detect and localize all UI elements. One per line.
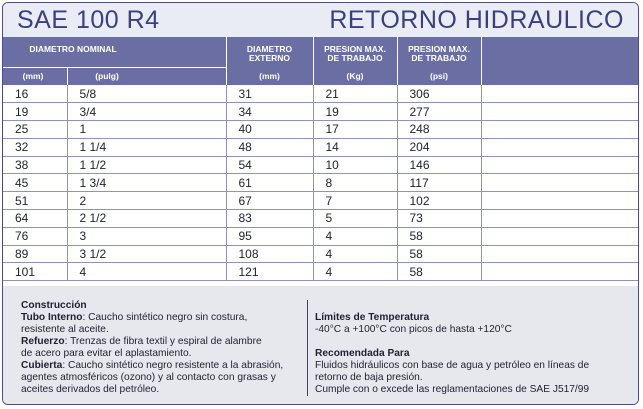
cell-pulg: 1 1/4 bbox=[67, 138, 226, 156]
cell-presion-psi: 58 bbox=[397, 263, 481, 281]
cell-presion-kg: 4 bbox=[313, 263, 397, 281]
header-mm: (mm) bbox=[22, 71, 44, 81]
limites-heading: Límites de Temperatura bbox=[315, 312, 430, 323]
cell-diametro-externo: 34 bbox=[226, 103, 313, 121]
construccion-heading: Construcción bbox=[21, 300, 87, 311]
refuerzo-text2: de acero para evitar el aplastamiento. bbox=[21, 348, 192, 359]
title-bar bbox=[3, 3, 638, 37]
cell-mm: 101 bbox=[3, 263, 67, 281]
spec-table bbox=[3, 85, 638, 281]
cell-mm: 76 bbox=[3, 227, 67, 245]
info-divider bbox=[307, 300, 308, 396]
cell-pulg: 3 bbox=[67, 227, 226, 245]
cell-pulg: 1 1/2 bbox=[67, 156, 226, 174]
cell-presion-psi: 102 bbox=[397, 192, 481, 210]
limites-section bbox=[315, 312, 625, 336]
cell-diametro-externo: 54 bbox=[226, 156, 313, 174]
cell-blank bbox=[481, 227, 638, 245]
cell-pulg: 2 bbox=[67, 192, 226, 210]
cell-blank bbox=[481, 138, 638, 156]
header-sub-divider bbox=[3, 67, 226, 68]
cell-blank bbox=[481, 121, 638, 139]
cell-blank bbox=[481, 245, 638, 263]
table-header bbox=[3, 37, 638, 85]
header-de-line1: DIAMETRO bbox=[246, 44, 293, 54]
cell-presion-psi: 306 bbox=[397, 85, 481, 103]
cell-presion-kg: 10 bbox=[313, 156, 397, 174]
cell-diametro-externo: 121 bbox=[226, 263, 313, 281]
cell-blank bbox=[481, 85, 638, 103]
recomendada-text2: retorno de baja presión. bbox=[315, 372, 423, 383]
cell-presion-psi: 73 bbox=[397, 210, 481, 228]
cubierta-text3: aceites derivados del petróleo. bbox=[21, 384, 160, 395]
recomendada-text1: Fluidos hidráulicos con base de agua y petróleo en líneas de bbox=[315, 360, 590, 371]
cell-presion-psi: 146 bbox=[397, 156, 481, 174]
header-pk-line1: PRESION MAX. bbox=[324, 44, 386, 54]
refuerzo-line bbox=[21, 336, 301, 348]
cell-pulg: 4 bbox=[67, 263, 226, 281]
cell-diametro-externo: 48 bbox=[226, 138, 313, 156]
cell-presion-psi: 277 bbox=[397, 103, 481, 121]
header-diametro-externo bbox=[226, 45, 313, 81]
cell-presion-psi: 248 bbox=[397, 121, 481, 139]
cell-presion-psi: 204 bbox=[397, 138, 481, 156]
cell-mm: 64 bbox=[3, 210, 67, 228]
cell-diametro-externo: 31 bbox=[226, 85, 313, 103]
table-row bbox=[3, 121, 638, 139]
info-panel bbox=[3, 286, 638, 405]
header-pulg: (pulg) bbox=[95, 71, 119, 81]
cell-diametro-externo: 61 bbox=[226, 174, 313, 192]
table-row bbox=[3, 263, 638, 281]
cell-blank bbox=[481, 210, 638, 228]
header-pk-unit: (Kg) bbox=[346, 71, 364, 81]
header-de-unit: (mm) bbox=[259, 71, 280, 81]
recomendada-heading: Recomendada Para bbox=[315, 348, 410, 359]
cell-pulg: 3 1/2 bbox=[67, 245, 226, 263]
spec-table-body bbox=[3, 85, 638, 281]
table-row bbox=[3, 156, 638, 174]
tubo-interno-line bbox=[21, 312, 301, 324]
refuerzo-text: : Trenzas de fibra textil y espiral de alambre bbox=[64, 336, 262, 347]
cell-presion-kg: 8 bbox=[313, 174, 397, 192]
tubo-interno-label: Tubo Interno bbox=[21, 312, 83, 323]
limites-text: -40°C a +100°C con picos de hasta +120°C bbox=[315, 324, 512, 335]
refuerzo-label: Refuerzo bbox=[21, 336, 65, 347]
recomendada-text3: Cumple con o excede las reglamentaciones de SAE J517/99 bbox=[315, 384, 590, 395]
cell-mm: 32 bbox=[3, 138, 67, 156]
cell-diametro-externo: 83 bbox=[226, 210, 313, 228]
spec-card bbox=[2, 2, 639, 405]
cell-mm: 45 bbox=[3, 174, 67, 192]
cell-mm: 89 bbox=[3, 245, 67, 263]
tubo-interno-text: : Caucho sintético negro sin costura, bbox=[82, 312, 248, 323]
cell-presion-psi: 58 bbox=[397, 245, 481, 263]
header-pk-line2: DE TRABAJO bbox=[327, 53, 383, 63]
cell-presion-kg: 7 bbox=[313, 192, 397, 210]
table-row bbox=[3, 138, 638, 156]
cell-mm: 51 bbox=[3, 192, 67, 210]
header-presion-kg bbox=[313, 45, 397, 81]
cell-mm: 25 bbox=[3, 121, 67, 139]
construccion-section bbox=[21, 300, 301, 396]
cell-diametro-externo: 67 bbox=[226, 192, 313, 210]
cell-presion-psi: 117 bbox=[397, 174, 481, 192]
cell-pulg: 1 bbox=[67, 121, 226, 139]
cell-presion-kg: 21 bbox=[313, 85, 397, 103]
cell-presion-kg: 17 bbox=[313, 121, 397, 139]
table-row bbox=[3, 210, 638, 228]
header-pp-unit: (psi) bbox=[430, 71, 448, 81]
table-row bbox=[3, 174, 638, 192]
product-type-title: RETORNO HIDRAULICO bbox=[329, 6, 624, 34]
cell-presion-kg: 4 bbox=[313, 245, 397, 263]
cubierta-label: Cubierta bbox=[21, 360, 63, 371]
cell-blank bbox=[481, 103, 638, 121]
tubo-interno-text2: resistente al aceite. bbox=[21, 324, 109, 335]
cell-blank bbox=[481, 156, 638, 174]
cell-mm: 16 bbox=[3, 85, 67, 103]
cubierta-line bbox=[21, 360, 301, 372]
cell-pulg: 2 1/2 bbox=[67, 210, 226, 228]
cell-pulg: 3/4 bbox=[67, 103, 226, 121]
cell-blank bbox=[481, 174, 638, 192]
header-presion-psi bbox=[397, 45, 481, 81]
cubierta-text: : Caucho sintético negro resistente a la abrasión, bbox=[62, 360, 284, 371]
table-row bbox=[3, 227, 638, 245]
table-row bbox=[3, 85, 638, 103]
cell-blank bbox=[481, 192, 638, 210]
cell-diametro-externo: 108 bbox=[226, 245, 313, 263]
cell-diametro-externo: 95 bbox=[226, 227, 313, 245]
cell-presion-kg: 4 bbox=[313, 227, 397, 245]
table-row bbox=[3, 103, 638, 121]
cell-presion-kg: 19 bbox=[313, 103, 397, 121]
cubierta-text2: agentes atmosféricos (ozono) y al contacto con grasas y bbox=[21, 372, 276, 383]
header-pp-line2: DE TRABAJO bbox=[411, 53, 467, 63]
header-separator bbox=[481, 37, 482, 85]
table-row bbox=[3, 245, 638, 263]
cell-mm: 19 bbox=[3, 103, 67, 121]
cell-presion-psi: 58 bbox=[397, 227, 481, 245]
header-pp-line1: PRESION MAX. bbox=[408, 44, 470, 54]
cell-pulg: 1 3/4 bbox=[67, 174, 226, 192]
cell-pulg: 5/8 bbox=[67, 85, 226, 103]
cell-blank bbox=[481, 263, 638, 281]
header-de-line2: EXTERNO bbox=[248, 53, 291, 63]
product-code-title: SAE 100 R4 bbox=[17, 6, 160, 34]
cell-mm: 38 bbox=[3, 156, 67, 174]
table-row bbox=[3, 192, 638, 210]
cell-diametro-externo: 40 bbox=[226, 121, 313, 139]
cell-presion-kg: 14 bbox=[313, 138, 397, 156]
recomendada-section bbox=[315, 348, 625, 396]
header-diametro-nominal: DIAMETRO NOMINAL bbox=[29, 44, 117, 54]
cell-presion-kg: 5 bbox=[313, 210, 397, 228]
